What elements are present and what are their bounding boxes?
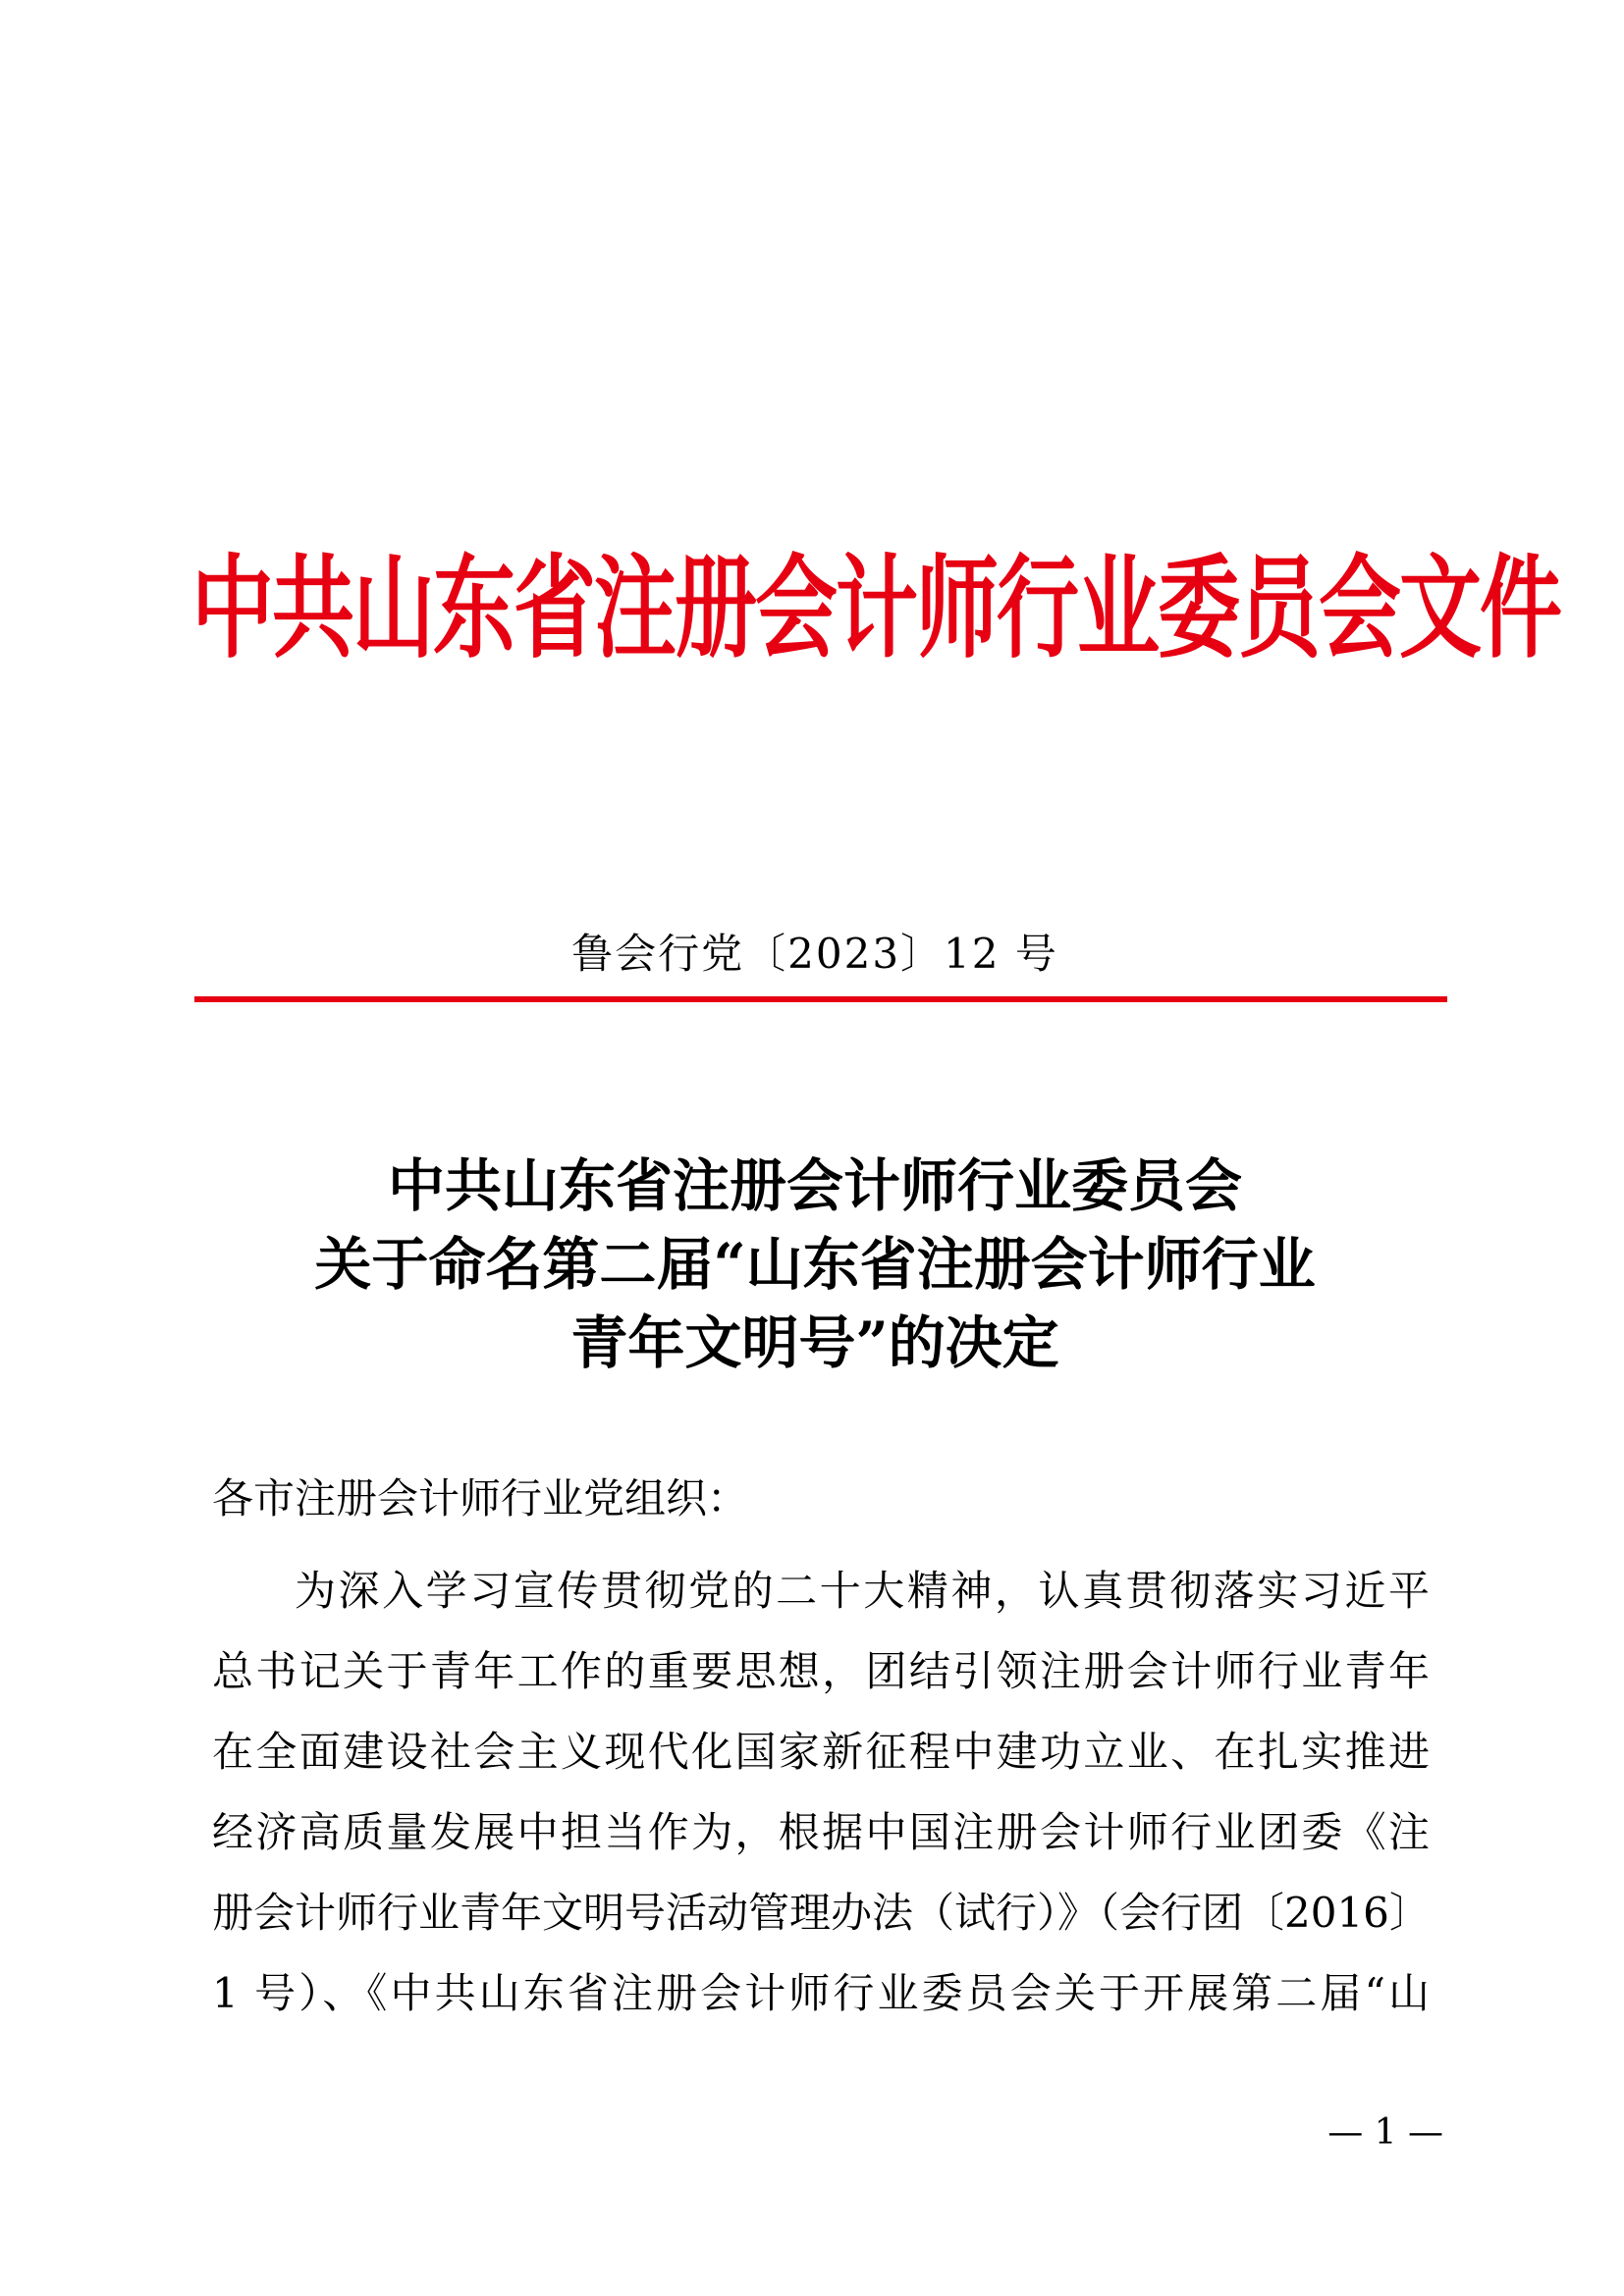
body-line: 册会计师行业青年文明号活动管理办法（试行）》（会行团〔2016〕 — [212, 1889, 1431, 1937]
red-divider-line — [194, 996, 1447, 1002]
document-title — [196, 1147, 1434, 1382]
title-line: 中共山东省注册会计师行业委员会 — [387, 1152, 1242, 1219]
body-line: 总书记关于青年工作的重要思想，团结引领注册会计师行业青年 — [212, 1647, 1430, 1695]
body-line: 1 号）、《中共山东省注册会计师行业委员会关于开展第二届“山 — [212, 1969, 1430, 2017]
body-line: 为深入学习宣传贯彻党的二十大精神，认真贯彻落实习近平 — [295, 1567, 1430, 1615]
title-line: 关于命名第二届“山东省注册会计师行业 — [314, 1231, 1316, 1298]
body-line: 在全面建设社会主义现代化国家新征程中建功立业、在扎实推进 — [212, 1728, 1430, 1776]
title-line: 青年文明号”的决定 — [570, 1309, 1059, 1376]
page-number: — 1 — — [1327, 2112, 1443, 2153]
document-number: 鲁会行党〔2023〕12 号 — [571, 930, 1058, 978]
addressee-line: 各市注册会计师行业党组织： — [212, 1474, 749, 1522]
body-paragraph — [212, 1551, 1430, 2034]
body-line: 经济高质量发展中担当作为，根据中国注册会计师行业团委《注 — [212, 1808, 1430, 1856]
document-masthead: 中共山东省注册会计师行业委员会文件 — [191, 542, 1561, 674]
